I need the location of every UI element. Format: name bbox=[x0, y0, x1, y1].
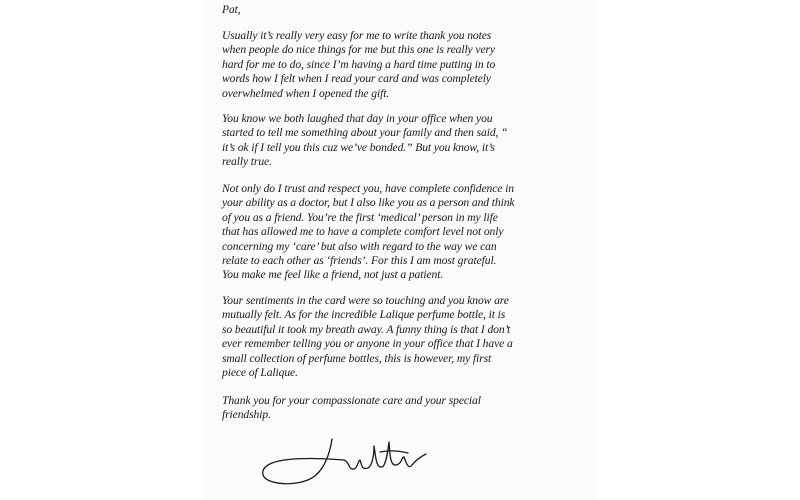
text-line: of you as a friend. You’re the first ‘medical’ person in my life bbox=[222, 210, 498, 224]
paragraph-3 bbox=[222, 182, 562, 283]
paragraph-4 bbox=[222, 294, 562, 380]
text-line: words how I felt when I read your card and was completely bbox=[222, 72, 491, 86]
text-line: your ability as a doctor, but I also like you as a person and think bbox=[222, 196, 515, 210]
text-line: it’s ok if I tell you this cuz we’ve bonded.” But you know, it’s bbox=[222, 140, 495, 154]
handwritten-signature bbox=[258, 436, 428, 488]
text-line: when people do nice things for me but this one is really very bbox=[222, 43, 495, 57]
text-line: piece of Lalique. bbox=[222, 365, 298, 379]
text-line: overwhelmed when I opened the gift. bbox=[222, 86, 390, 100]
paragraph-2 bbox=[222, 112, 562, 170]
text-line: Your sentiments in the card were so touching and you know are bbox=[222, 294, 509, 307]
text-line: friendship. bbox=[222, 408, 271, 422]
paragraph-1 bbox=[222, 29, 562, 101]
text-line: Thank you for your compassionate care and your special bbox=[222, 394, 481, 407]
paragraph-5 bbox=[222, 394, 562, 423]
text-line: started to tell me something about your family and then said, “ bbox=[222, 126, 508, 140]
text-line: ever remember telling you or anyone in your office that I have a bbox=[222, 337, 513, 351]
salutation: Pat, bbox=[222, 3, 241, 16]
text-line: Usually it’s really very easy for me to write thank you notes bbox=[222, 29, 492, 42]
text-line: that has allowed me to have a complete comfort level not only bbox=[222, 225, 504, 239]
text-line: You make me feel like a friend, not just a patient. bbox=[222, 268, 444, 282]
text-line: mutually felt. As for the incredible Lalique perfume bottle, it is bbox=[222, 308, 506, 322]
text-line: relate to each other as ‘friends’. For this I am most grateful. bbox=[222, 253, 497, 267]
text-line: concerning my ‘care’ but also with regard to the way we can bbox=[222, 239, 497, 253]
text-line: really true. bbox=[222, 155, 272, 169]
text-line: Not only do I trust and respect you, have complete confidence in bbox=[222, 182, 514, 195]
text-line: hard for me to do, since I’m having a hard time putting in to bbox=[222, 57, 496, 71]
text-line: small collection of perfume bottles, this is however, my first bbox=[222, 351, 492, 365]
text-line: so beautiful it took my breath away. A funny thing is that I don’t bbox=[222, 322, 511, 336]
text-line: You know we both laughed that day in your office when you bbox=[222, 112, 493, 125]
